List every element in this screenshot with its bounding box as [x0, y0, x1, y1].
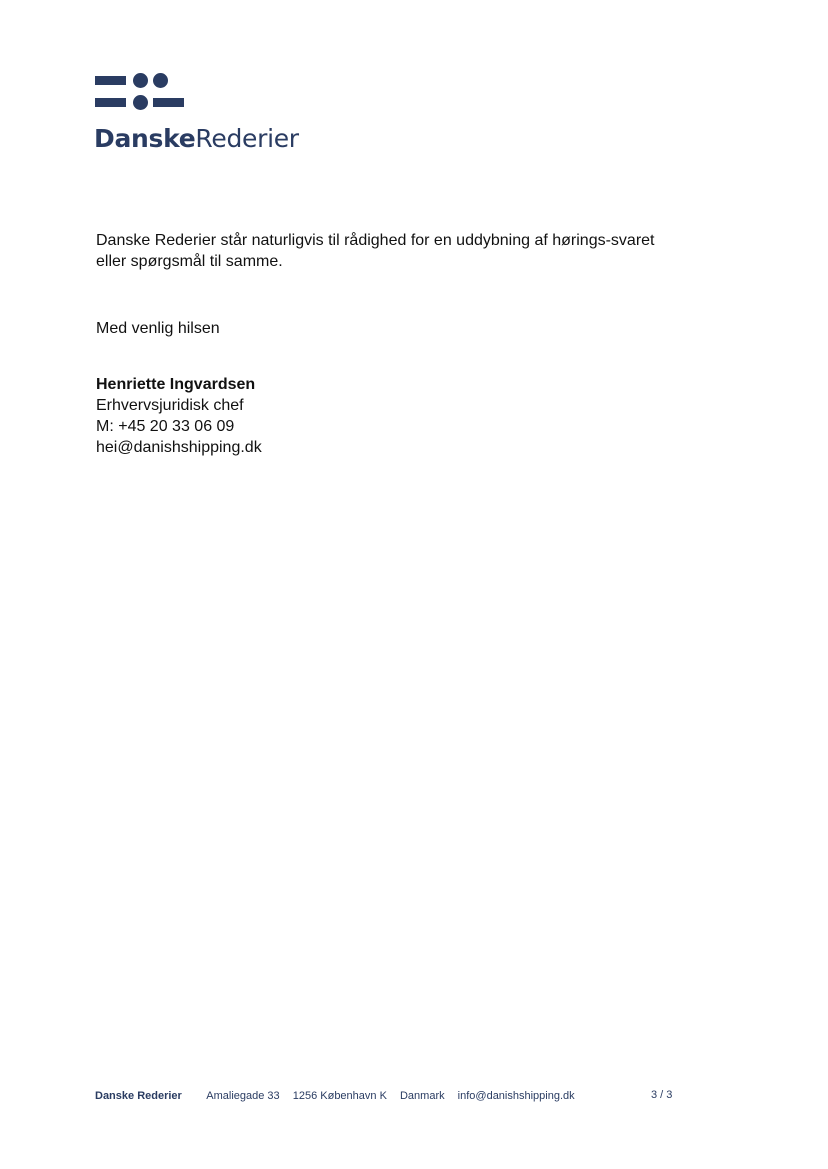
footer-email: info@danishshipping.dk — [457, 1090, 575, 1102]
greeting: Med venlig hilsen — [96, 320, 220, 337]
footer-street: Amaliegade 33 — [206, 1090, 280, 1102]
page-number: 3 / 3 — [651, 1089, 673, 1101]
signatory-name: Henriette Ingvardsen — [96, 376, 256, 393]
footer-org: Danske Rederier — [95, 1090, 182, 1102]
signatory-title: Erhvervsjuridisk chef — [96, 397, 244, 414]
logo — [95, 72, 187, 112]
logo-brand-bold: Danske — [94, 124, 196, 153]
footer-city: 1256 København K — [292, 1090, 387, 1102]
closing-paragraph: Danske Rederier står naturligvis til rådighed for en uddybning af hørings-svaret eller spørgsmål til samme. — [96, 232, 655, 270]
logo-wordmark — [94, 124, 299, 153]
footer — [95, 1090, 585, 1102]
footer-country: Danmark — [399, 1090, 445, 1102]
signatory-phone: M: +45 20 33 06 09 — [96, 418, 235, 435]
logo-mark-icon — [95, 72, 187, 112]
logo-brand-light: Rederier — [195, 124, 299, 153]
signature-block — [96, 374, 262, 458]
signatory-email: hei@danishshipping.dk — [96, 439, 262, 456]
